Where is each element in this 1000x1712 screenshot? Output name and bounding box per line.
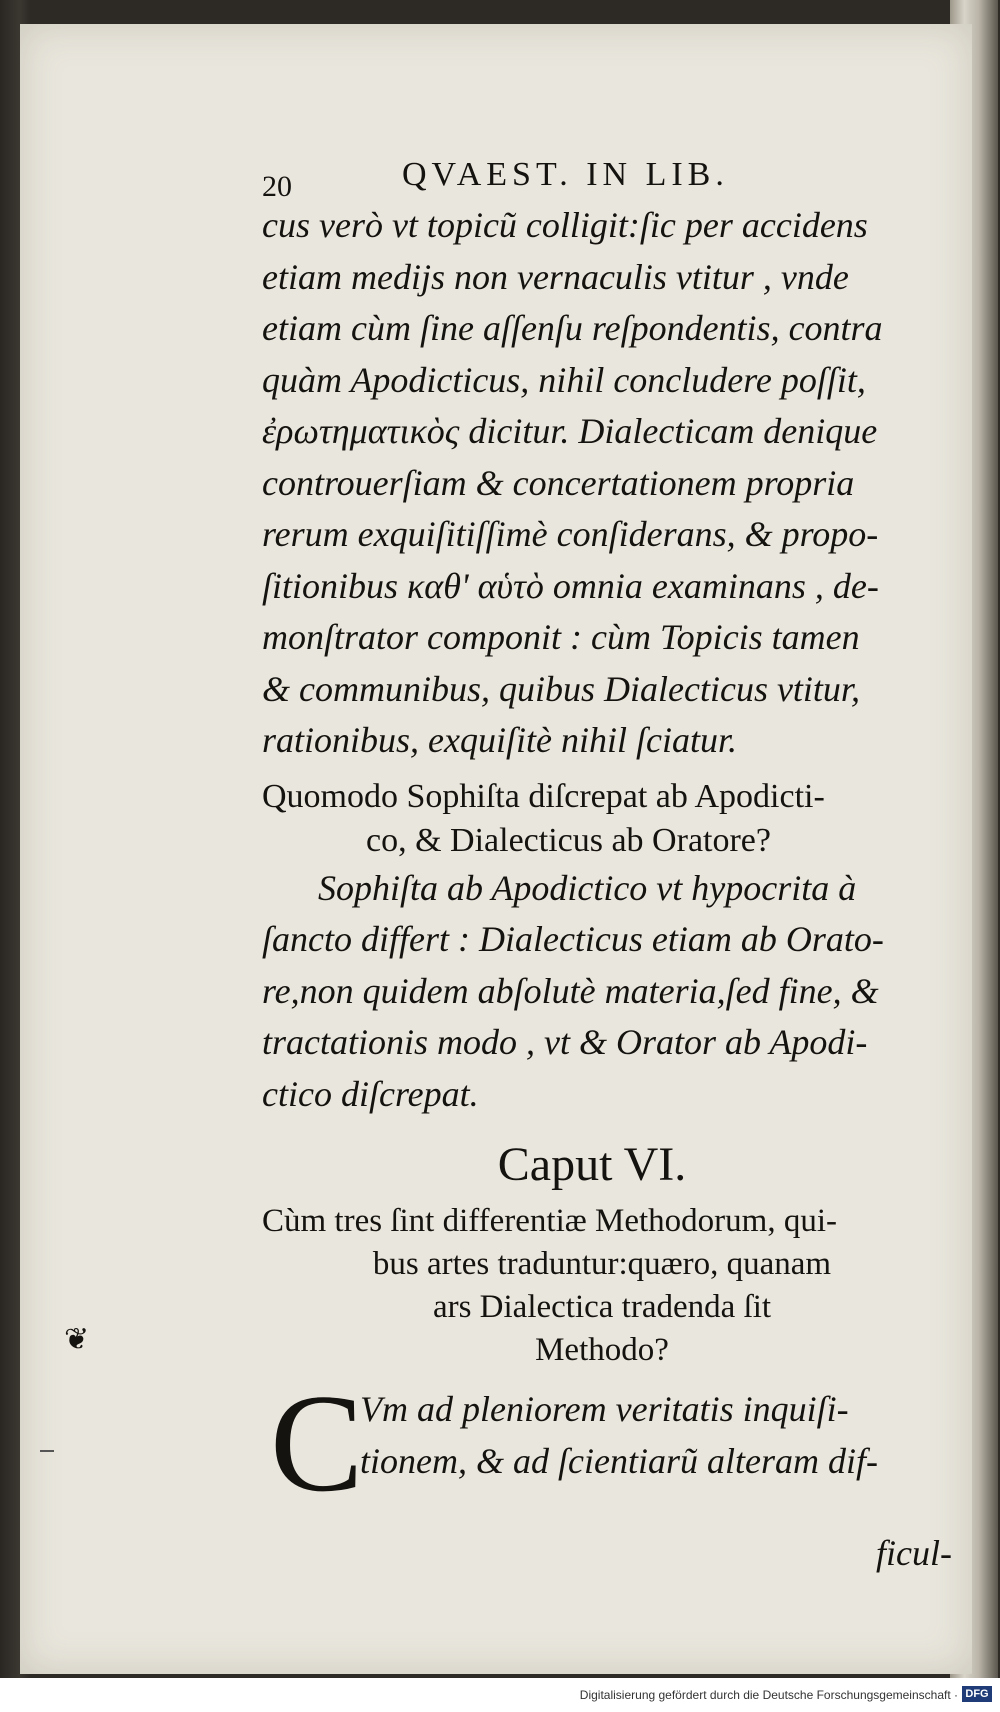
dfg-logo[interactable]: DFG: [962, 1686, 992, 1702]
body-line: etiam cùm ſine aſſenſu reſpondentis, contra: [262, 308, 883, 348]
chapter-question-line: ars Dialectica tradenda ſit: [432, 1289, 772, 1325]
body-paragraph: [262, 200, 952, 767]
answer-line: tractationis modo , vt & Orator ab Apodi-: [262, 1022, 868, 1062]
body-line: monſtrator componit : cùm Topicis tamen: [262, 617, 860, 657]
body-line: ſitionibus καθ' αὑτὸ omnia examinans , de-: [262, 565, 879, 606]
question-line: co, & Dialecticus ab Oratore?: [366, 821, 771, 859]
opening-line: Vm ad pleniorem veritatis inquiſi-: [360, 1389, 849, 1429]
catchword: ficul-: [876, 1533, 952, 1573]
running-head: [262, 150, 952, 203]
question-block: [262, 775, 952, 863]
chapter-heading: Caput VI.: [497, 1138, 687, 1191]
chapter-question: [262, 1200, 952, 1372]
question-line: Quomodo Sophiſta diſcrepat ab Apodicti-: [262, 777, 825, 815]
body-line: & communibus, quibus Dialecticus vtitur,: [262, 668, 860, 709]
body-line: cus verò vt topicũ colligit:ſic per accidens: [262, 205, 868, 245]
body-line: rerum exquiſitiſſimè conſiderans, & propo-: [262, 514, 879, 554]
opening-paragraph: [262, 1366, 952, 1534]
body-line: quàm Apodicticus, nihil concludere poſſit,: [262, 359, 866, 400]
body-line: controuerſiam & concertationem propria: [262, 462, 855, 503]
body-line: etiam medijs non vernaculis vtitur , vnde: [262, 256, 849, 297]
answer-paragraph: [262, 863, 952, 1121]
answer-line: ctico diſcrepat.: [262, 1073, 479, 1114]
digitization-credit: Digitalisierung gefördert durch die Deutsche Forschungsgemeinschaft ·: [579, 1688, 958, 1702]
chapter-question-line: Methodo?: [535, 1332, 669, 1368]
answer-line: Sophiſta ab Apodictico vt hypocrita à: [318, 867, 857, 908]
running-title: QVAEST. IN LIB.: [402, 156, 729, 193]
drop-cap: C: [270, 1366, 364, 1521]
page-number: 20: [262, 170, 292, 203]
body-line: ἐρωτηματικὸς dicitur. Dialecticam denique: [262, 411, 878, 451]
answer-line: re,non quidem abſolutè materia,ſed fine, &: [262, 970, 879, 1011]
answer-line: ſancto differt : Dialecticus etiam ab Orato-: [262, 919, 884, 959]
margin-mark: [40, 1450, 54, 1452]
text-column: [262, 150, 952, 1576]
chapter-question-line: Cùm tres ſint differentiæ Methodorum, qui-: [262, 1203, 837, 1239]
opening-line: tionem, & ad ſcientiarũ alteram dif-: [360, 1441, 878, 1481]
body-line: rationibus, exquiſitè nihil ſciatur.: [262, 720, 737, 760]
chapter-question-line: bus artes traduntur:quæro, quanam: [372, 1246, 832, 1282]
fleuron-icon: ❦: [64, 1323, 90, 1356]
